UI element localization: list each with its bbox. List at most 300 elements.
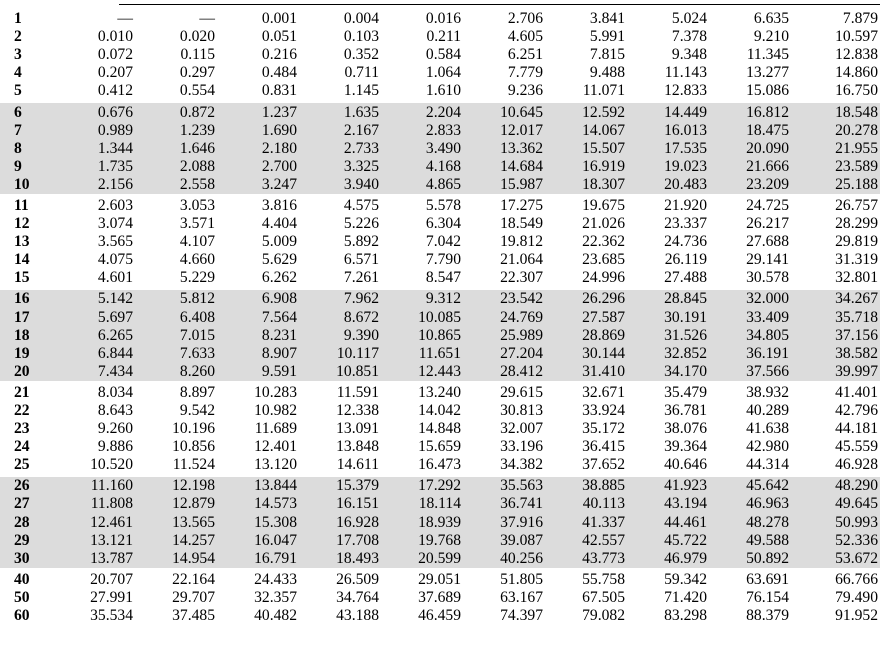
value-cell: 9.236: [507, 82, 543, 100]
value-cell: 25.188: [798, 176, 880, 194]
degrees-of-freedom-cell: 23: [14, 420, 30, 438]
degrees-of-freedom-cell: 21: [14, 383, 30, 401]
table-row: [0, 345, 880, 363]
value-cell: 5.229: [179, 269, 215, 287]
value-cell: 3.074: [97, 215, 133, 233]
degrees-of-freedom-cell: 7: [0, 122, 60, 140]
value-cell: 0.020: [179, 28, 215, 46]
critical-values-table: [0, 10, 880, 625]
degrees-of-freedom-cell: 17: [0, 309, 60, 327]
value-cell: 6.265: [60, 327, 142, 345]
value-cell: 37.652: [582, 456, 625, 474]
value-cell: 14.067: [552, 122, 634, 140]
value-cell: 0.010: [97, 28, 133, 46]
value-cell: 0.016: [425, 10, 461, 28]
value-cell: 11.524: [172, 456, 215, 474]
value-cell: 8.547: [425, 269, 461, 287]
value-cell: 38.076: [664, 420, 707, 438]
value-cell: 0.676: [60, 103, 142, 121]
value-cell: 37.485: [172, 607, 215, 625]
value-cell: 32.357: [254, 588, 297, 606]
value-cell: 29.615: [500, 383, 543, 401]
value-cell: 12.879: [142, 495, 224, 513]
value-cell: 11.160: [60, 477, 142, 495]
value-cell: 41.401: [835, 383, 878, 401]
value-cell: 9.390: [306, 327, 388, 345]
value-cell: 79.082: [582, 607, 625, 625]
value-cell: 6.251: [507, 46, 543, 64]
value-cell: 20.090: [716, 140, 798, 158]
value-cell: 6.408: [142, 309, 224, 327]
value-cell: —: [199, 10, 215, 28]
value-cell: 43.188: [336, 607, 379, 625]
value-cell: 15.308: [224, 514, 306, 532]
degrees-of-freedom-cell: 18: [0, 327, 60, 345]
value-cell: 24.996: [582, 269, 625, 287]
value-cell: 24.725: [746, 196, 789, 214]
value-cell: 16.013: [634, 122, 716, 140]
value-cell: 33.924: [582, 402, 625, 420]
value-cell: 5.629: [261, 251, 297, 269]
value-cell: 21.666: [716, 158, 798, 176]
degrees-of-freedom-cell: 5: [14, 82, 22, 100]
value-cell: 1.690: [224, 122, 306, 140]
degrees-of-freedom-cell: 9: [0, 158, 60, 176]
value-cell: 83.298: [664, 607, 707, 625]
value-cell: 7.434: [60, 363, 142, 381]
value-cell: 41.638: [746, 420, 789, 438]
value-cell: 10.520: [90, 456, 133, 474]
value-cell: 50.993: [798, 514, 880, 532]
value-cell: 19.675: [582, 196, 625, 214]
value-cell: 0.989: [60, 122, 142, 140]
value-cell: 3.841: [589, 10, 625, 28]
value-cell: 5.812: [142, 290, 224, 308]
value-cell: 7.779: [507, 64, 543, 82]
value-cell: 45.642: [716, 477, 798, 495]
value-cell: 2.167: [306, 122, 388, 140]
value-cell: 41.337: [552, 514, 634, 532]
value-cell: 0.072: [97, 46, 133, 64]
table-body: [0, 10, 880, 625]
value-cell: 5.226: [343, 215, 379, 233]
value-cell: 9.542: [179, 402, 215, 420]
value-cell: 10.117: [306, 345, 388, 363]
table-row: [0, 215, 880, 233]
value-cell: 34.764: [336, 588, 379, 606]
value-cell: 4.168: [388, 158, 470, 176]
table-row: [0, 550, 880, 568]
value-cell: 12.338: [336, 402, 379, 420]
value-cell: 37.156: [798, 327, 880, 345]
table-row: [0, 607, 880, 625]
table-row: [0, 140, 880, 158]
value-cell: 4.575: [343, 196, 379, 214]
value-cell: 32.000: [716, 290, 798, 308]
table-row: [0, 82, 880, 100]
value-cell: 8.897: [179, 383, 215, 401]
value-cell: 2.180: [224, 140, 306, 158]
value-cell: 13.787: [60, 550, 142, 568]
value-cell: 14.611: [336, 456, 379, 474]
value-cell: 43.194: [634, 495, 716, 513]
value-cell: 9.886: [97, 438, 133, 456]
value-cell: 28.412: [470, 363, 552, 381]
value-cell: 5.142: [60, 290, 142, 308]
value-cell: 36.415: [582, 438, 625, 456]
value-cell: 2.603: [97, 196, 133, 214]
value-cell: 18.549: [500, 215, 543, 233]
value-cell: 2.204: [388, 103, 470, 121]
table-row: [0, 514, 880, 532]
value-cell: 24.769: [470, 309, 552, 327]
value-cell: 39.087: [470, 532, 552, 550]
value-cell: 11.345: [746, 46, 789, 64]
value-cell: 76.154: [746, 588, 789, 606]
value-cell: 18.548: [798, 103, 880, 121]
value-cell: 2.156: [60, 176, 142, 194]
value-cell: 4.865: [388, 176, 470, 194]
value-cell: 5.009: [261, 233, 297, 251]
value-cell: 0.211: [426, 28, 461, 46]
value-cell: 26.296: [552, 290, 634, 308]
value-cell: 40.646: [664, 456, 707, 474]
value-cell: 41.923: [634, 477, 716, 495]
degrees-of-freedom-cell: 50: [14, 588, 30, 606]
value-cell: 34.805: [716, 327, 798, 345]
value-cell: 0.004: [343, 10, 379, 28]
degrees-of-freedom-cell: 26: [0, 477, 60, 495]
value-cell: 0.051: [261, 28, 297, 46]
table-row: [0, 532, 880, 550]
value-cell: 0.001: [261, 10, 297, 28]
value-cell: 1.237: [224, 103, 306, 121]
value-cell: 22.164: [172, 570, 215, 588]
value-cell: 18.493: [306, 550, 388, 568]
value-cell: 29.707: [172, 588, 215, 606]
value-cell: 7.962: [306, 290, 388, 308]
table-row: [0, 251, 880, 269]
value-cell: 44.461: [634, 514, 716, 532]
value-cell: 44.314: [746, 456, 789, 474]
value-cell: 12.592: [552, 103, 634, 121]
degrees-of-freedom-cell: 24: [14, 438, 30, 456]
value-cell: 24.736: [664, 233, 707, 251]
value-cell: 0.352: [343, 46, 379, 64]
table-row: [0, 269, 880, 287]
value-cell: 71.420: [664, 588, 707, 606]
value-cell: 48.290: [798, 477, 880, 495]
value-cell: 9.260: [97, 420, 133, 438]
value-cell: 9.591: [224, 363, 306, 381]
value-cell: 23.589: [798, 158, 880, 176]
value-cell: 34.382: [500, 456, 543, 474]
value-cell: 1.239: [142, 122, 224, 140]
value-cell: 43.773: [552, 550, 634, 568]
value-cell: 42.557: [552, 532, 634, 550]
value-cell: 67.505: [582, 588, 625, 606]
value-cell: 11.143: [664, 64, 707, 82]
degrees-of-freedom-cell: 4: [14, 64, 22, 82]
value-cell: 88.379: [746, 607, 789, 625]
value-cell: 11.651: [388, 345, 470, 363]
value-cell: 28.869: [552, 327, 634, 345]
value-cell: 16.473: [418, 456, 461, 474]
value-cell: 30.144: [552, 345, 634, 363]
table-row: [0, 103, 880, 121]
table-row: [0, 420, 880, 438]
value-cell: 14.684: [470, 158, 552, 176]
degrees-of-freedom-cell: 15: [14, 269, 30, 287]
value-cell: 14.257: [142, 532, 224, 550]
value-cell: 4.601: [97, 269, 133, 287]
value-cell: 46.928: [835, 456, 878, 474]
value-cell: 36.191: [716, 345, 798, 363]
table-row: [0, 438, 880, 456]
value-cell: 42.980: [746, 438, 789, 456]
value-cell: 1.646: [142, 140, 224, 158]
value-cell: 8.260: [142, 363, 224, 381]
value-cell: 4.107: [179, 233, 215, 251]
value-cell: 1.064: [425, 64, 461, 82]
value-cell: 2.088: [142, 158, 224, 176]
value-cell: 31.319: [835, 251, 878, 269]
value-cell: 10.645: [470, 103, 552, 121]
value-cell: 3.325: [306, 158, 388, 176]
table-row: [0, 233, 880, 251]
value-cell: 1.635: [306, 103, 388, 121]
value-cell: 74.397: [500, 607, 543, 625]
value-cell: 9.312: [388, 290, 470, 308]
degrees-of-freedom-cell: 28: [0, 514, 60, 532]
degrees-of-freedom-cell: 16: [0, 290, 60, 308]
value-cell: 5.024: [671, 10, 707, 28]
value-cell: 29.141: [746, 251, 789, 269]
value-cell: 25.989: [470, 327, 552, 345]
value-cell: 14.954: [142, 550, 224, 568]
degrees-of-freedom-cell: 29: [0, 532, 60, 550]
value-cell: 5.991: [589, 28, 625, 46]
value-cell: 36.741: [470, 495, 552, 513]
value-cell: 33.409: [716, 309, 798, 327]
value-cell: 49.588: [716, 532, 798, 550]
value-cell: 8.034: [97, 383, 133, 401]
value-cell: 12.017: [470, 122, 552, 140]
value-cell: 13.120: [254, 456, 297, 474]
degrees-of-freedom-cell: 20: [0, 363, 60, 381]
value-cell: 7.564: [224, 309, 306, 327]
value-cell: 10.865: [388, 327, 470, 345]
value-cell: 3.571: [179, 215, 215, 233]
table-row: [0, 309, 880, 327]
table-row: [0, 290, 880, 308]
table-row: [0, 176, 880, 194]
value-cell: 16.919: [552, 158, 634, 176]
value-cell: 14.042: [418, 402, 461, 420]
value-cell: 0.103: [343, 28, 379, 46]
value-cell: 3.565: [97, 233, 133, 251]
value-cell: 3.940: [306, 176, 388, 194]
value-cell: 37.916: [470, 514, 552, 532]
value-cell: 0.412: [97, 82, 133, 100]
value-cell: —: [117, 10, 133, 28]
value-cell: 46.459: [418, 607, 461, 625]
value-cell: 6.571: [343, 251, 379, 269]
value-cell: 27.587: [552, 309, 634, 327]
value-cell: 36.781: [664, 402, 707, 420]
value-cell: 27.488: [664, 269, 707, 287]
value-cell: 10.851: [306, 363, 388, 381]
degrees-of-freedom-cell: 19: [0, 345, 60, 363]
value-cell: 7.378: [671, 28, 707, 46]
value-cell: 11.689: [254, 420, 297, 438]
value-cell: 30.578: [746, 269, 789, 287]
value-cell: 13.240: [418, 383, 461, 401]
value-cell: 23.337: [664, 215, 707, 233]
value-cell: 21.026: [582, 215, 625, 233]
value-cell: 32.801: [835, 269, 878, 287]
value-cell: 17.708: [306, 532, 388, 550]
table-row: [0, 402, 880, 420]
value-cell: 12.443: [388, 363, 470, 381]
value-cell: 17.292: [388, 477, 470, 495]
value-cell: 63.691: [746, 570, 789, 588]
value-cell: 6.844: [60, 345, 142, 363]
table-row: [0, 10, 880, 28]
value-cell: 34.170: [634, 363, 716, 381]
value-cell: 30.813: [500, 402, 543, 420]
value-cell: 5.697: [60, 309, 142, 327]
table-row: [0, 384, 880, 402]
value-cell: 4.075: [97, 251, 133, 269]
value-cell: 7.261: [343, 269, 379, 287]
table-row: [0, 327, 880, 345]
value-cell: 66.766: [835, 570, 878, 588]
value-cell: 3.053: [179, 196, 215, 214]
degrees-of-freedom-cell: 40: [14, 570, 30, 588]
value-cell: 18.475: [716, 122, 798, 140]
value-cell: 13.848: [336, 438, 379, 456]
value-cell: 37.566: [716, 363, 798, 381]
degrees-of-freedom-cell: 13: [14, 233, 30, 251]
value-cell: 35.718: [798, 309, 880, 327]
value-cell: 6.908: [224, 290, 306, 308]
value-cell: 35.563: [470, 477, 552, 495]
value-cell: 14.573: [224, 495, 306, 513]
value-cell: 13.844: [224, 477, 306, 495]
value-cell: 16.791: [224, 550, 306, 568]
value-cell: 19.023: [634, 158, 716, 176]
value-cell: 37.689: [418, 588, 461, 606]
value-cell: 29.051: [418, 570, 461, 588]
value-cell: 50.892: [716, 550, 798, 568]
value-cell: 34.267: [798, 290, 880, 308]
value-cell: 32.671: [582, 383, 625, 401]
value-cell: 8.643: [97, 402, 133, 420]
value-cell: 11.808: [60, 495, 142, 513]
value-cell: 0.297: [179, 64, 215, 82]
value-cell: 4.404: [261, 215, 297, 233]
value-cell: 1.145: [343, 82, 379, 100]
value-cell: 2.706: [507, 10, 543, 28]
value-cell: 40.482: [254, 607, 297, 625]
value-cell: 9.488: [589, 64, 625, 82]
value-cell: 23.209: [716, 176, 798, 194]
value-cell: 20.599: [388, 550, 470, 568]
value-cell: 18.939: [388, 514, 470, 532]
value-cell: 21.955: [798, 140, 880, 158]
value-cell: 49.645: [798, 495, 880, 513]
value-cell: 1.735: [60, 158, 142, 176]
value-cell: 11.591: [336, 383, 379, 401]
value-cell: 35.479: [664, 383, 707, 401]
value-cell: 35.534: [90, 607, 133, 625]
value-cell: 27.991: [90, 588, 133, 606]
table-row: [0, 456, 880, 474]
value-cell: 26.757: [835, 196, 878, 214]
value-cell: 4.605: [507, 28, 543, 46]
table-row: [0, 122, 880, 140]
value-cell: 32.852: [634, 345, 716, 363]
value-cell: 40.256: [470, 550, 552, 568]
degrees-of-freedom-cell: 27: [0, 495, 60, 513]
value-cell: 8.907: [224, 345, 306, 363]
value-cell: 26.119: [664, 251, 707, 269]
table-row: [0, 197, 880, 215]
value-cell: 33.196: [500, 438, 543, 456]
value-cell: 39.997: [798, 363, 880, 381]
value-cell: 0.711: [344, 64, 379, 82]
value-cell: 24.433: [254, 570, 297, 588]
table-row: [0, 46, 880, 64]
value-cell: 39.364: [664, 438, 707, 456]
value-cell: 2.558: [142, 176, 224, 194]
value-cell: 40.113: [552, 495, 634, 513]
value-cell: 63.167: [500, 588, 543, 606]
value-cell: 16.151: [306, 495, 388, 513]
value-cell: 9.210: [753, 28, 789, 46]
value-cell: 26.509: [336, 570, 379, 588]
degrees-of-freedom-cell: 60: [14, 607, 30, 625]
value-cell: 12.838: [835, 46, 878, 64]
value-cell: 12.461: [60, 514, 142, 532]
value-cell: 17.535: [634, 140, 716, 158]
value-cell: 14.449: [634, 103, 716, 121]
value-cell: 0.484: [261, 64, 297, 82]
value-cell: 13.277: [746, 64, 789, 82]
value-cell: 44.181: [835, 420, 878, 438]
value-cell: 21.064: [500, 251, 543, 269]
value-cell: 18.307: [552, 176, 634, 194]
value-cell: 22.362: [582, 233, 625, 251]
degrees-of-freedom-cell: 2: [14, 28, 22, 46]
value-cell: 16.928: [306, 514, 388, 532]
table-row: [0, 589, 880, 607]
value-cell: 5.892: [343, 233, 379, 251]
value-cell: 26.217: [746, 215, 789, 233]
value-cell: 13.565: [142, 514, 224, 532]
value-cell: 16.047: [224, 532, 306, 550]
value-cell: 10.085: [388, 309, 470, 327]
value-cell: 28.299: [835, 215, 878, 233]
value-cell: 0.584: [425, 46, 461, 64]
value-cell: 51.805: [500, 570, 543, 588]
value-cell: 42.796: [835, 402, 878, 420]
value-cell: 7.042: [425, 233, 461, 251]
table-row: [0, 571, 880, 589]
value-cell: 16.750: [835, 82, 878, 100]
degrees-of-freedom-cell: 14: [14, 251, 30, 269]
